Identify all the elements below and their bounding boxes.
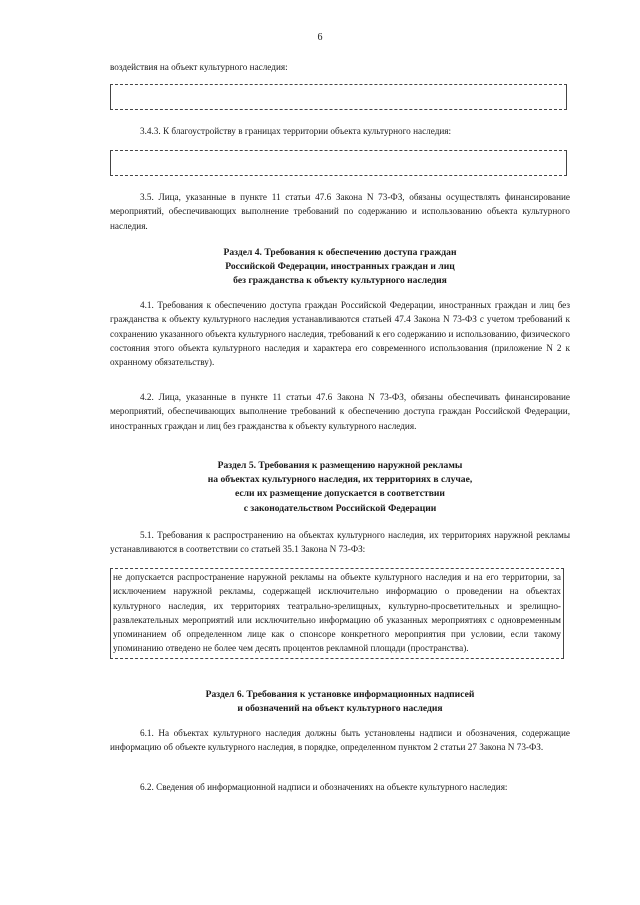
section-4-heading-line: Раздел 4. Требования к обеспечению доступа граждан xyxy=(223,247,457,258)
empty-field-box-improvement xyxy=(110,150,567,176)
section-5-heading-line: если их размещение допускается в соответствии xyxy=(235,488,445,500)
paragraph-intro-tail: воздействия на объект культурного наследия: xyxy=(110,62,288,72)
advertising-rules-box: не допускается распространение наружной рекламы на объекте культурного наследия и на его территории, за исключением наружной рекламы, содержащей исключительно информацию о проведении на объектах культурного наследия, их территориях театрально-зрелищных, культурно-просветительных и зрелищно-развлекательных мероприятий или исключительно информацию об указанных мероприятиях с одновременным упоминанием об определенном лице как о спонсоре конкретного мероприятия при условии, если такому упоминанию отведено не более чем десять процентов рекламной площади (пространства). xyxy=(110,568,564,659)
paragraph-4-2: 4.2. Лица, указанные в пункте 11 статьи 47.6 Закона N 73-ФЗ, обязаны обеспечивать финансирование мероприятий, обеспечивающих выполнение требований к обеспечению доступа граждан Российской Федерации, иностранных граждан и лиц без гражданства к объекту культурного наследия. xyxy=(110,392,570,431)
section-5-heading xyxy=(110,459,570,516)
paragraph-3-4-3: 3.4.3. К благоустройству в границах территории объекта культурного наследия: xyxy=(140,126,452,136)
paragraph-5-1: 5.1. Требования к распространению на объектах культурного наследия, их территориях наружной рекламы устанавливаются в соответствии со статьей 35.1 Закона N 73-ФЗ: xyxy=(110,530,570,555)
paragraph-6-1: 6.1. На объектах культурного наследия должны быть установлены надписи и обозначения, содержащие информацию об объекте культурного наследия, в порядке, определенном пунктом 2 статьи 27 Закона N 73-ФЗ. xyxy=(110,728,570,753)
section-5-heading-line: с законодательством Российской Федерации xyxy=(243,502,437,514)
section-4-heading xyxy=(110,246,570,289)
section-4-heading-line: без гражданства к объекту культурного наследия xyxy=(233,275,447,287)
section-5-heading-line: на объектах культурного наследия, их территориях в случае, xyxy=(207,474,473,486)
paragraph-6-2: 6.2. Сведения об информационной надписи и обозначениях на объекте культурного наследия: xyxy=(140,782,508,792)
section-5-heading-line: Раздел 5. Требования к размещению наружной рекламы xyxy=(217,460,463,471)
paragraph-4-1: 4.1. Требования к обеспечению доступа граждан Российской Федерации, иностранных граждан и лиц без гражданства к объекту культурного наследия устанавливаются статьей 47.4 Закона N 73-ФЗ с учетом требований к сохранению указанного объекта культурного наследия, требований к его содержанию и использованию, физического состояния этого объекта культурного наследия и характера его современного использования (приложение N 2 к охранному обязательству). xyxy=(110,300,570,368)
page-number: 6 xyxy=(317,32,323,43)
empty-field-box-impact xyxy=(110,84,567,110)
section-6-heading-line: и обозначений на объект культурного наследия xyxy=(237,703,443,715)
section-4-heading-line: Российской Федерации, иностранных граждан и лиц xyxy=(225,261,455,273)
section-6-heading xyxy=(110,688,570,716)
paragraph-3-5: 3.5. Лица, указанные в пункте 11 статьи 47.6 Закона N 73-ФЗ, обязаны осуществлять финансирование мероприятий, обеспечивающих выполнение требований по содержанию и использованию объекта культурного наследия. xyxy=(110,192,570,231)
section-6-heading-line: Раздел 6. Требования к установке информационных надписей xyxy=(205,689,475,700)
